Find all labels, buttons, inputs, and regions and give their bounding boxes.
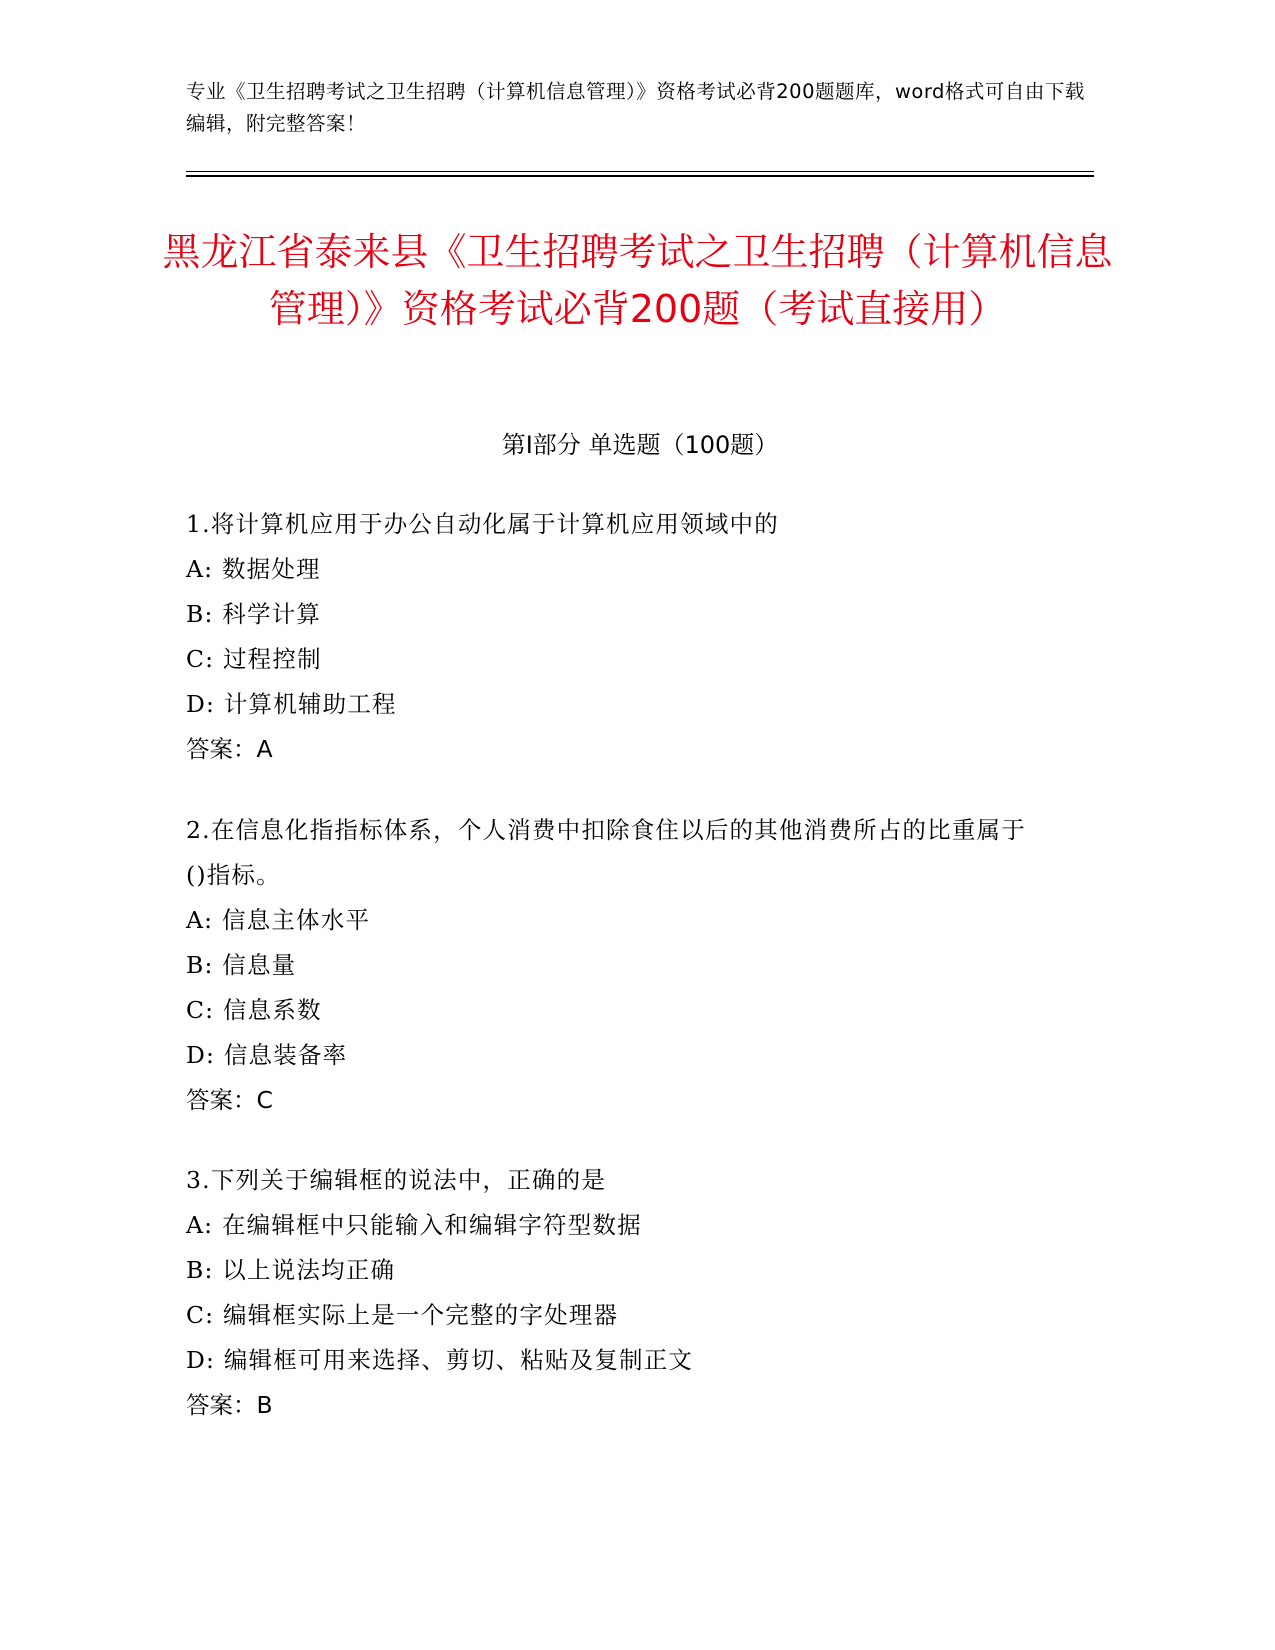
question-stem: 1.将计算机应用于办公自动化属于计算机应用领域中的 [186, 510, 779, 538]
answer: 答案：C [186, 1086, 273, 1114]
answer: 答案：B [186, 1391, 273, 1419]
option-a: A: 数据处理 [186, 555, 321, 583]
header-note: 专业《卫生招聘考试之卫生招聘（计算机信息管理）》资格考试必背200题题库，word格式可自由下载编辑，附完整答案！ [186, 80, 1085, 135]
question-1 [186, 502, 1094, 772]
option-d: D: 计算机辅助工程 [186, 690, 397, 718]
option-a: A: 信息主体水平 [186, 906, 371, 934]
option-b: B: 以上说法均正确 [186, 1256, 396, 1284]
question-2 [186, 808, 1094, 1123]
question-3 [186, 1158, 1094, 1428]
option-c: C: 编辑框实际上是一个完整的字处理器 [186, 1301, 619, 1329]
option-d: D: 编辑框可用来选择、剪切、粘贴及复制正文 [186, 1346, 694, 1374]
document-title: 黑龙江省泰来县《卫生招聘考试之卫生招聘（计算机信息管理）》资格考试必背200题（考试直接用） [162, 230, 1113, 331]
option-c: C: 信息系数 [186, 996, 322, 1024]
divider-thick [186, 175, 1094, 177]
answer: 答案：A [186, 735, 273, 763]
question-stem: 2.在信息化指指标体系，个人消费中扣除食住以后的其他消费所占的比重属于()指标。 [186, 816, 1026, 889]
section-title: 第Ⅰ部分 单选题（100题） [501, 431, 779, 459]
option-b: B: 科学计算 [186, 600, 322, 628]
option-d: D: 信息装备率 [186, 1041, 348, 1069]
option-b: B: 信息量 [186, 951, 297, 979]
divider-thin [186, 171, 1094, 172]
option-a: A: 在编辑框中只能输入和编辑字符型数据 [186, 1211, 642, 1239]
question-stem: 3.下列关于编辑框的说法中，正确的是 [186, 1166, 607, 1194]
option-c: C: 过程控制 [186, 645, 322, 673]
